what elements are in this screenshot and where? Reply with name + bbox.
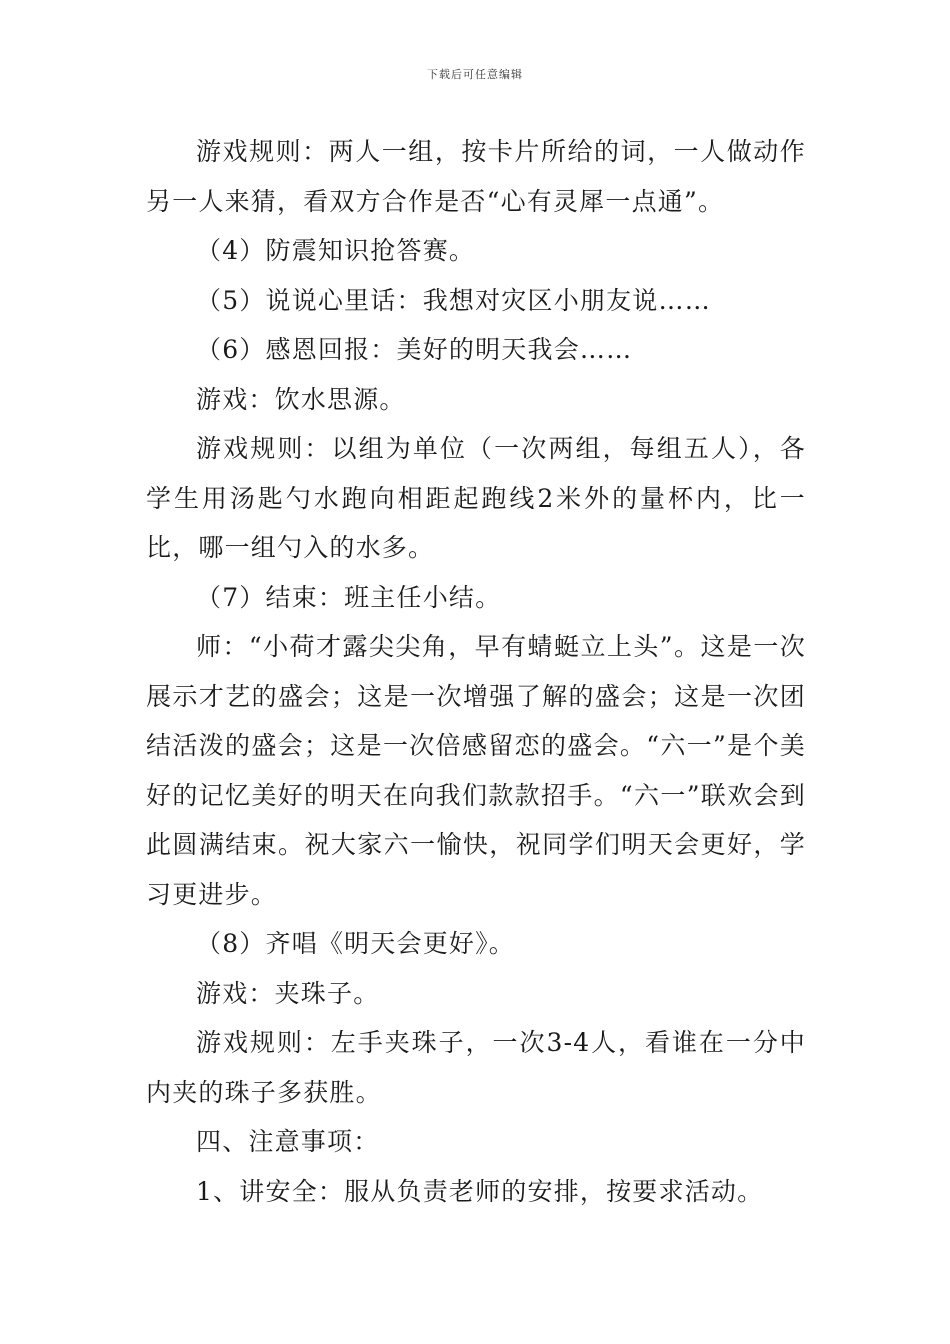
paragraph-game-rules-pairs: 游戏规则：两人一组，按卡片所给的词，一人做动作另一人来猜，看双方合作是否“心有灵犀一点通”。 (146, 137, 806, 216)
paragraph-sing-song: （8）齐唱《明天会更好》。 (196, 929, 516, 958)
paragraph-safety: 1、讲安全：服从负责老师的安排，按要求活动。 (196, 1176, 764, 1206)
paragraph-quake-quiz: （4）防震知识抢答赛。 (196, 236, 476, 265)
section-heading-notes: 四、注意事项： (196, 1127, 380, 1156)
paragraph-gratitude: （6）感恩回报：美好的明天我会…… (196, 335, 633, 364)
document-body (146, 127, 806, 1216)
paragraph-closing: （7）结束：班主任小结。 (196, 582, 502, 612)
paragraph-game-rules-water: 游戏规则：以组为单位（一次两组，每组五人），各学生用汤匙勺水跑向相距起跑线2米外的量杯内，比一比，哪一组勺入的水多。 (146, 434, 806, 562)
paragraph-game-rules-beads: 游戏规则：左手夹珠子，一次3-4人，看谁在一分中内夹的珠子多获胜。 (146, 1028, 806, 1107)
paragraph-game-beads: 游戏：夹珠子。 (196, 978, 380, 1008)
paragraph-heart-words: （5）说说心里话：我想对灾区小朋友说…… (196, 285, 711, 315)
paragraph-game-water: 游戏：饮水思源。 (196, 384, 406, 414)
page-header: 下载后可任意编辑 (427, 68, 523, 81)
paragraph-teacher-speech: 师：“小荷才露尖尖角，早有蜻蜓立上头”。这是一次展示才艺的盛会；这是一次增强了解的盛会；这是一次团结活泼的盛会；这是一次倍感留恋的盛会。“六一”是个美好的记忆美好的明天在向我们款款招手。“六一”联欢会到此圆满结束。祝大家六一愉快，祝同学们明天会更好，学习更进步。 (146, 632, 806, 909)
